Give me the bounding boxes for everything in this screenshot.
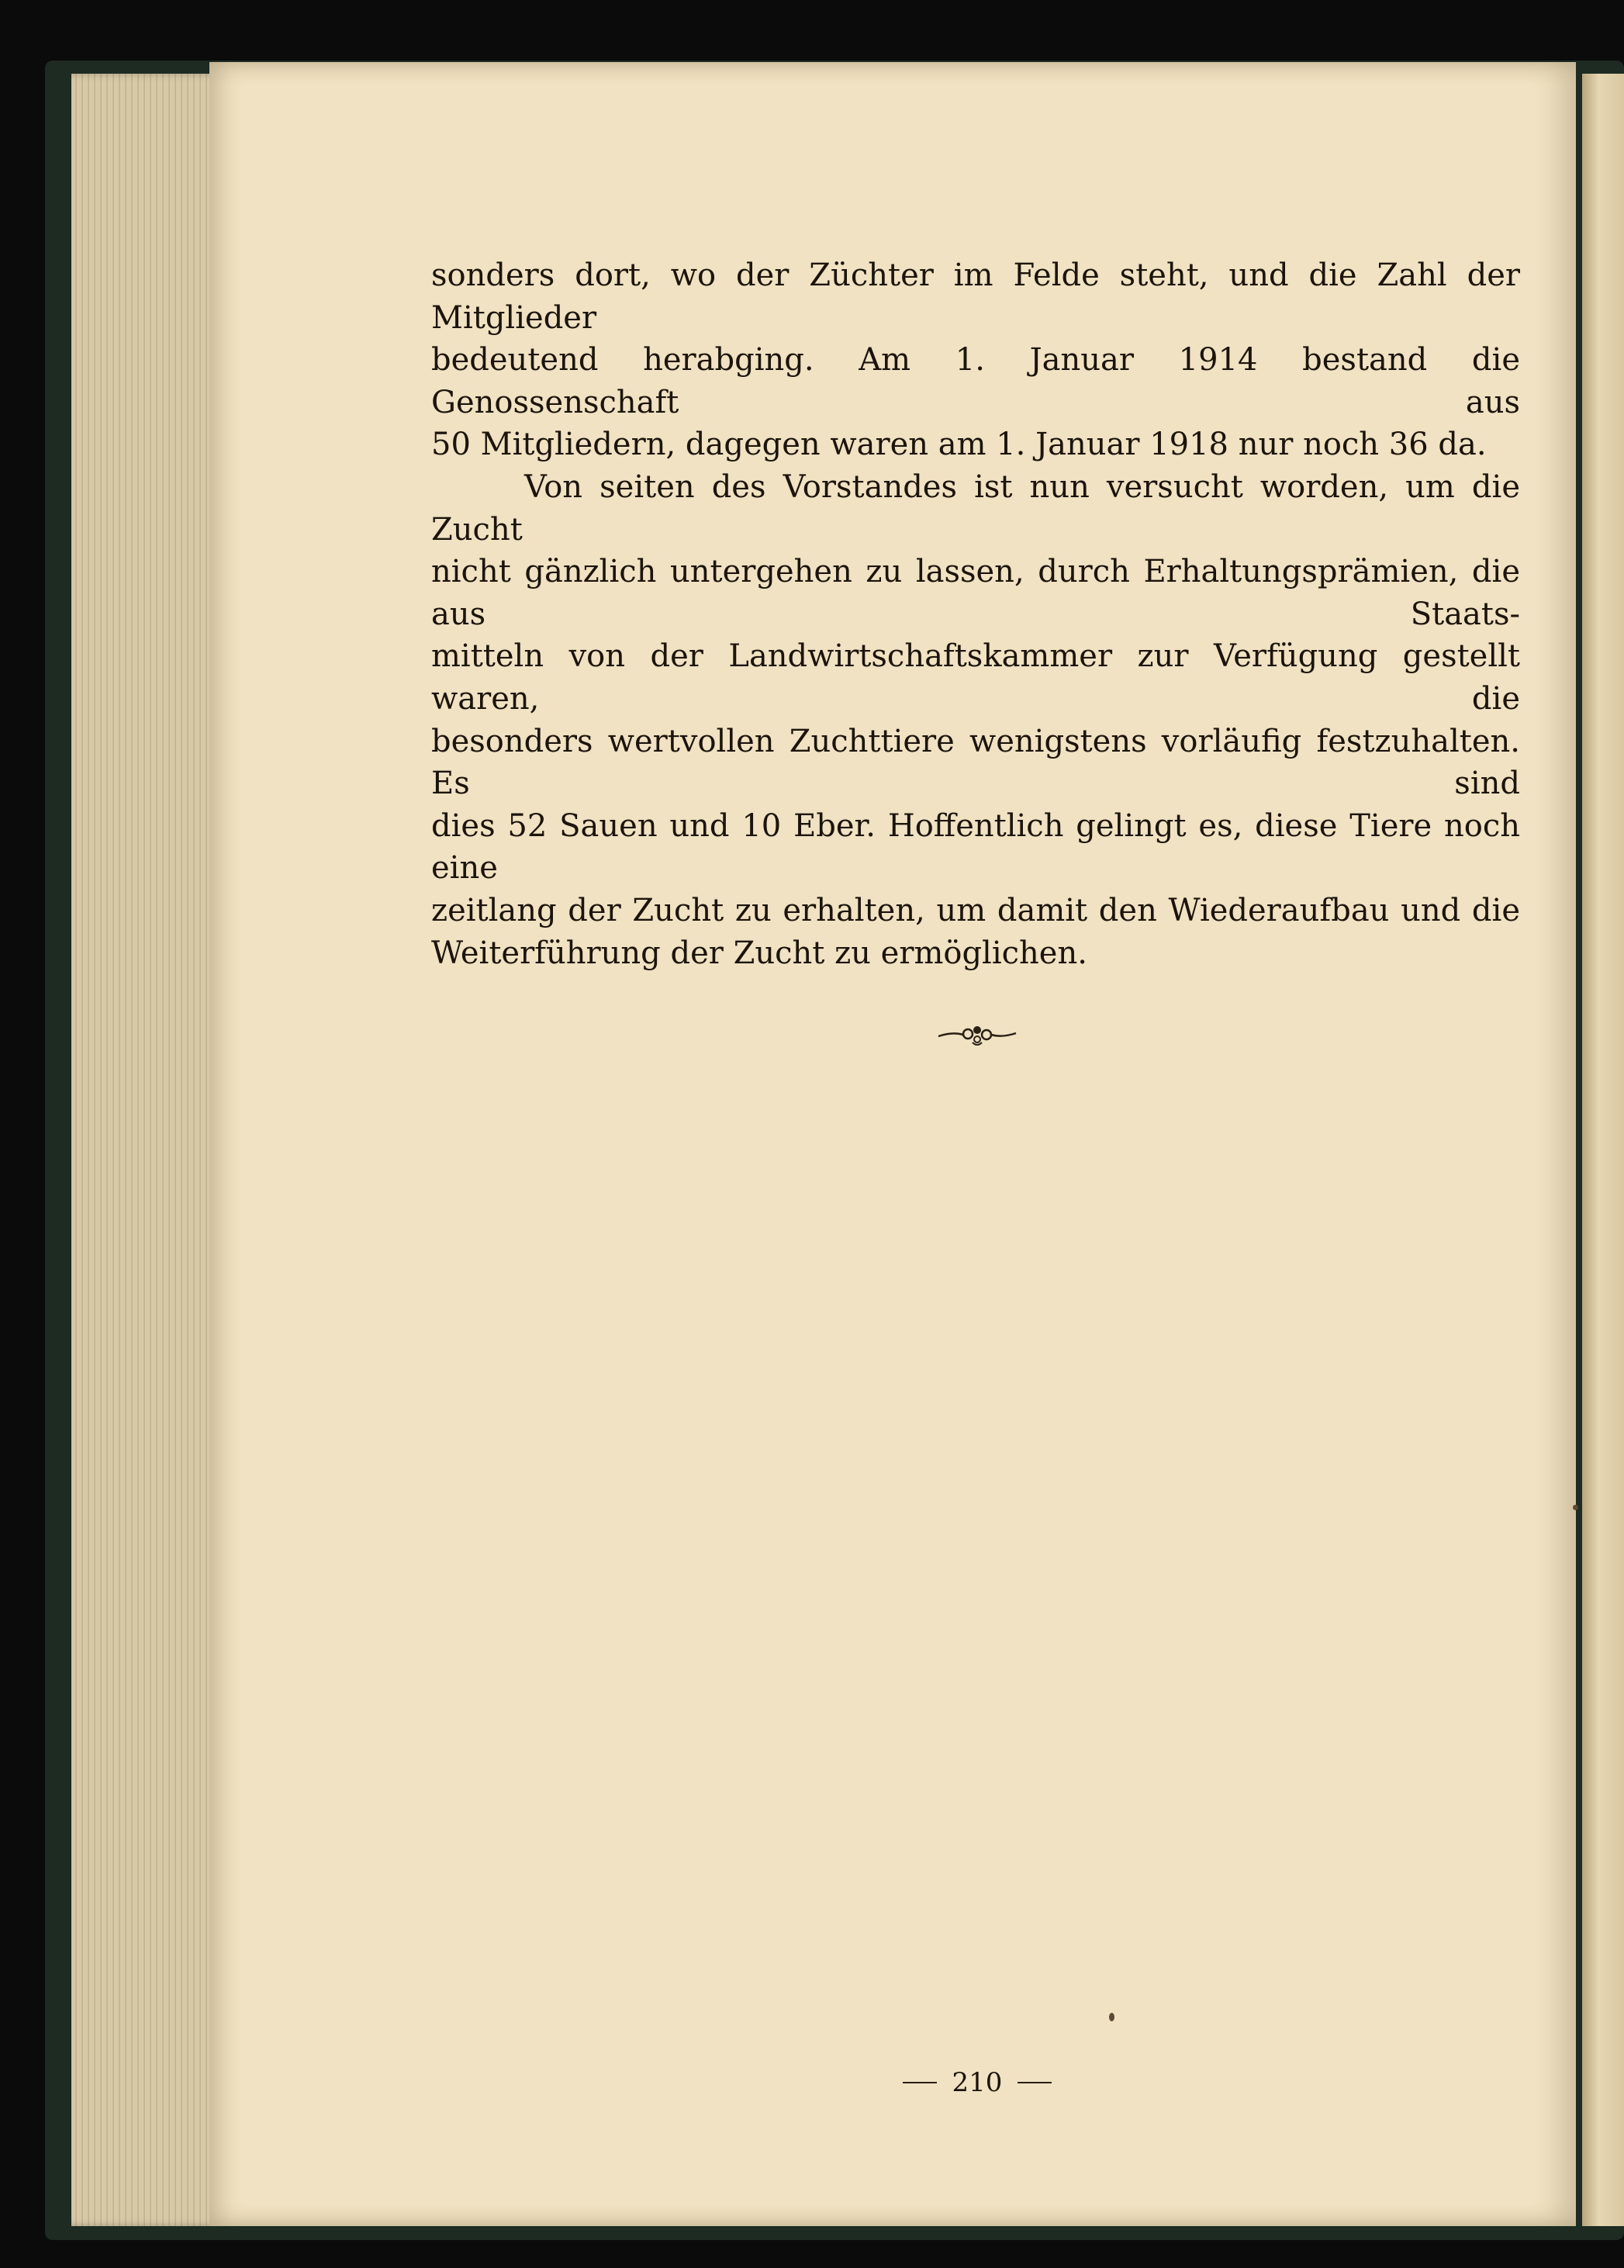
text-line: mitteln von der Landwirtschaftskammer zur Verfügung gestellt waren, die [431,638,1520,717]
text-line: dies 52 Sauen und 10 Eber. Hoffentlich gelingt es, diese Tiere noch eine [431,807,1520,887]
text-line: sonders dort, wo der Züchter im Felde steht, und die Zahl der Mitglieder [431,258,1520,336]
dash-right [1018,2082,1052,2083]
paper-speck [1573,1505,1578,1510]
decorative-fleuron-icon [937,1021,1018,1049]
text-line: nicht gänzlich untergehen zu lassen, durch Erhaltungsprämien, die aus Staats- [431,554,1520,632]
paper-speck [1109,2013,1114,2021]
next-page-edge [1582,74,1624,2226]
text-line: bedeutend herabging. Am 1. Januar 1914 bestand die Genossenschaft aus [431,342,1520,420]
page-edges [71,74,226,2226]
page-number-text: 210 [952,2067,1003,2098]
body-text [431,254,1520,974]
text-line: zeitlang der Zucht zu erhalten, um damit den Wiederaufbau und die [431,892,1520,928]
dash-left [903,2082,937,2083]
text-line: besonders wertvollen Zuchttiere wenigstens vorläufig festzuhalten. Es sind [431,723,1520,802]
page-number [884,2063,1070,2102]
text-line: 50 Mitgliedern, dagegen waren am 1. Januar 1918 nur noch 36 da. [431,427,1487,463]
text-line: Von seiten des Vorstandes ist nun versucht worden, um die Zucht [431,468,1520,548]
text-line: Weiterführung der Zucht zu ermöglichen. [431,935,1087,971]
